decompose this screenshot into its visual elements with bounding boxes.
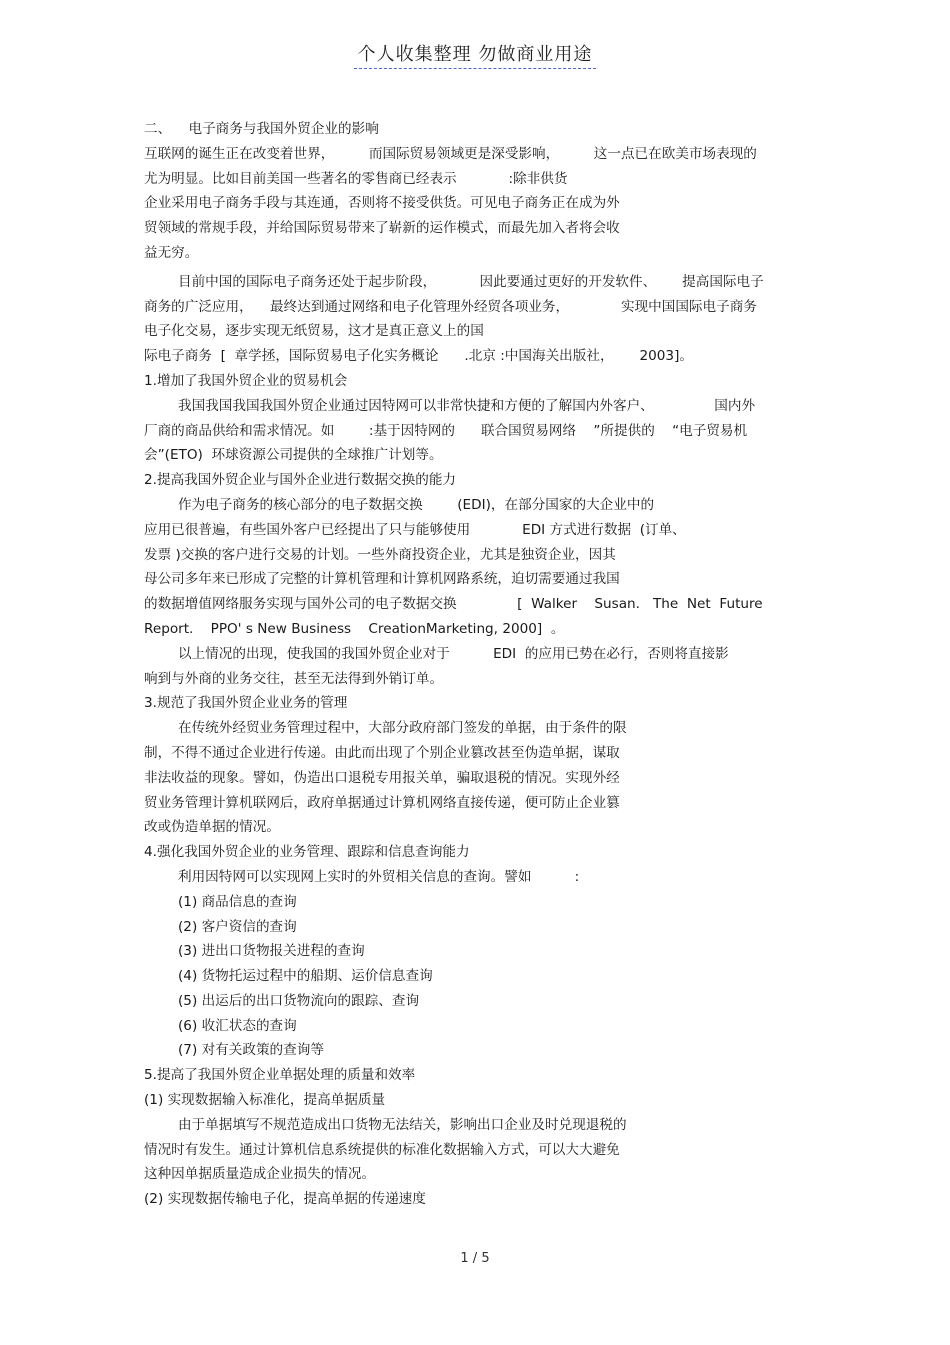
paragraph-line: 目前中国的国际电子商务还处于起步阶段， 因此要通过更好的开发软件、 提高国际电子	[178, 273, 764, 290]
paragraph-line: 会”(ETO) 环球资源公司提供的全球推广计划等。	[144, 447, 443, 464]
paragraph-line: 母公司多年来已形成了完整的计算机管理和计算机网路系统，迫切需要通过我国	[144, 571, 620, 588]
list-item: (7) 对有关政策的查询等	[178, 1042, 324, 1059]
list-item: (1) 商品信息的查询	[178, 893, 297, 910]
paragraph-line: 尤为明显。比如目前美国一些著名的零售商已经表示 :除非供货	[144, 170, 568, 187]
subheading: 3.规范了我国外贸企业业务的管理	[144, 695, 348, 712]
list-item: (4) 货物托运过程中的船期、运价信息查询	[178, 968, 433, 985]
paragraph-line: 情况时有发生。通过计算机信息系统提供的标准化数据输入方式，可以大大避免	[144, 1141, 620, 1158]
list-item: (2) 客户资信的查询	[178, 918, 297, 935]
paragraph-line: 我国我国我国我国外贸企业通过因特网可以非常快捷和方便的了解国内外客户、 国内外	[178, 397, 756, 414]
list-item: (5) 出运后的出口货物流向的跟踪、查询	[178, 992, 420, 1009]
subheading: 1.增加了我国外贸企业的贸易机会	[144, 372, 348, 389]
subheading: 4.强化我国外贸企业的业务管理、跟踪和信息查询能力	[144, 844, 470, 861]
subheading: 2.提高我国外贸企业与国外企业进行数据交换的能力	[144, 472, 457, 489]
paragraph-line: 由于单据填写不规范造成出口货物无法结关，影响出口企业及时兑现退税的	[178, 1116, 627, 1133]
section-heading: 二、 电子商务与我国外贸企业的影响	[144, 121, 379, 137]
list-item: (6) 收汇状态的查询	[178, 1017, 297, 1034]
paragraph-line: 互联网的诞生正在改变着世界， 而国际贸易领域更是深受影响， 这一点已在欧美市场表现的	[144, 145, 757, 162]
paragraph-line: 在传统外经贸业务管理过程中，大部分政府部门签发的单据，由于条件的限	[178, 720, 627, 737]
paragraph-line: 这种因单据质量造成企业损失的情况。	[144, 1166, 376, 1183]
paragraph-line: Report. PPO' s New Business CreationMarketing, 2000] 。	[144, 620, 565, 637]
paragraph-line: 作为电子商务的核心部分的电子数据交换 (EDI)，在部分国家的大企业中的	[178, 496, 655, 513]
document-body	[144, 117, 812, 1212]
subheading: (1) 实现数据输入标准化，提高单据质量	[144, 1092, 386, 1109]
paragraph-line: 益无穷。	[144, 244, 199, 261]
header-title: 个人收集整理 勿做商业用途	[354, 40, 597, 69]
paragraph-line: 贸领域的常规手段，并给国际贸易带来了崭新的运作模式，而最先加入者将会收	[144, 220, 620, 237]
paragraph-line: 非法收益的现象。譬如，伪造出口退税专用报关单，骗取退税的情况。实现外经	[144, 769, 620, 786]
paragraph-line: 利用因特网可以实现网上实时的外贸相关信息的查询。譬如 :	[178, 868, 580, 885]
page-number: 1 / 5	[460, 1251, 490, 1266]
paragraph-line: 电子化交易，逐步实现无纸贸易，这才是真正意义上的国	[144, 323, 484, 340]
paragraph-line: 改或伪造单据的情况。	[144, 819, 280, 836]
paragraph-line: 厂商的商品供给和需求情况。如 :基于因特网的 联合国贸易网络 ”所提供的 “电子贸易机	[144, 422, 748, 439]
paragraph-line: 发票 )交换的客户进行交易的计划。一些外商投资企业，尤其是独资企业，因其	[144, 546, 616, 563]
paragraph-line: 的数据增值网络服务实现与国外公司的电子数据交换 [ Walker Susan. The Net Future	[144, 596, 763, 613]
paragraph-line: 企业采用电子商务手段与其连通，否则将不接受供货。可见电子商务正在成为外	[144, 195, 620, 212]
subheading: 5.提高了我国外贸企业单据处理的质量和效率	[144, 1067, 416, 1084]
paragraph-line: 响到与外商的业务交往，甚至无法得到外销订单。	[144, 670, 444, 687]
paragraph-line: 商务的广泛应用， 最终达到通过网络和电子化管理外经贸各项业务， 实现中国国际电子商务	[144, 298, 757, 315]
page-header	[0, 40, 950, 69]
list-item: (3) 进出口货物报关进程的查询	[178, 943, 365, 960]
paragraph-line: 以上情况的出现，使我国的我国外贸企业对于 EDI 的应用已势在必行，否则将直接影	[178, 645, 729, 662]
paragraph-line: 制，不得不通过企业进行传递。由此而出现了个别企业篡改甚至伪造单据，谋取	[144, 744, 620, 761]
paragraph-line: 应用已很普遍，有些国外客户已经提出了只与能够使用 EDI 方式进行数据 (订单、	[144, 521, 686, 538]
paragraph-line: 贸业务管理计算机联网后，政府单据通过计算机网络直接传递，便可防止企业篡	[144, 794, 620, 811]
paragraph-line: 际电子商务 [ 章学拯，国际贸易电子化实务概论 .北京 :中国海关出版社， 2003]。	[144, 348, 693, 365]
subheading: (2) 实现数据传输电子化，提高单据的传递速度	[144, 1191, 426, 1208]
